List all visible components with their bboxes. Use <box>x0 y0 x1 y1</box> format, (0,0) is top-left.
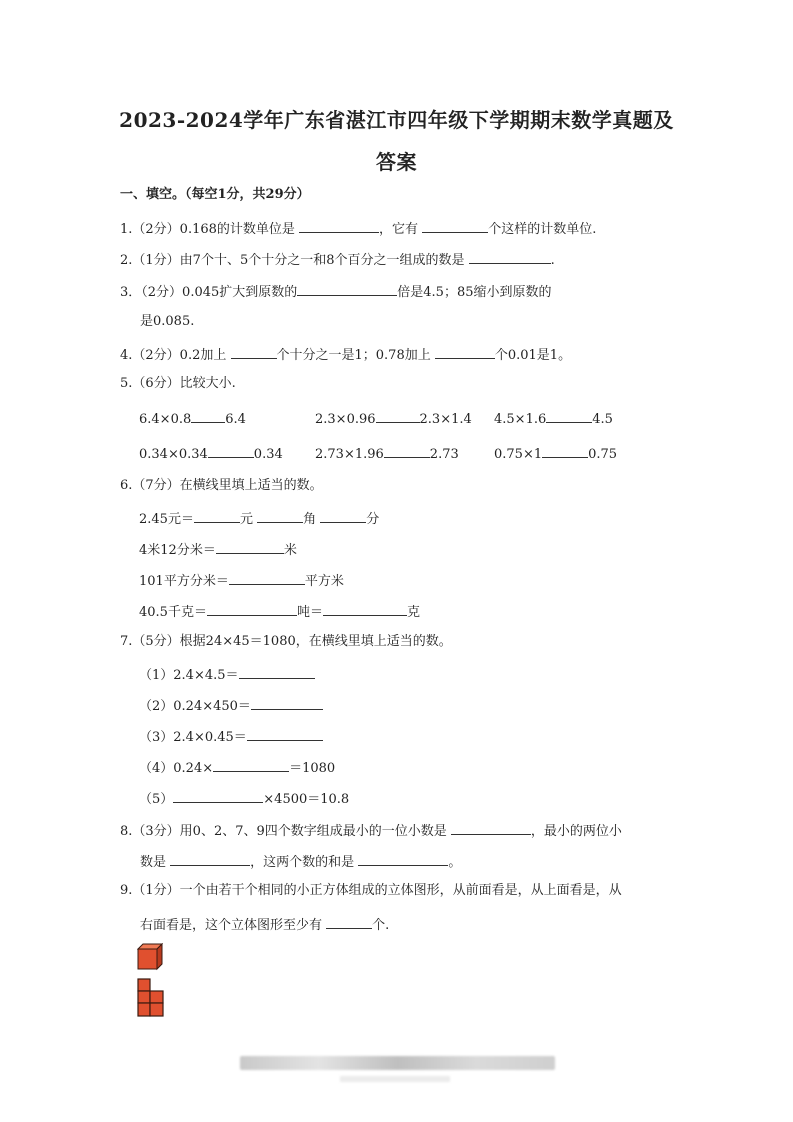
blurred-footer-watermark-small <box>340 1076 450 1082</box>
q9-blank[interactable] <box>326 914 372 929</box>
q8-text-e: 。 <box>448 855 462 870</box>
q7-s3-text: （3）2.4×0.45＝ <box>139 730 247 745</box>
q8-text-b: ，最小的两位小 <box>530 824 622 839</box>
section-heading: 一、填空。（每空1分，共29分） <box>120 187 310 202</box>
q5-row-2 <box>139 443 283 464</box>
doc-title-line1: 2023-2024学年广东省湛江市四年级下学期期末数学真题及 <box>119 108 674 132</box>
q8-text-d: ，这两个数的和是 <box>250 855 355 870</box>
single-cube-figure <box>137 943 163 971</box>
question-2 <box>120 249 555 270</box>
q7-s1-blank[interactable] <box>239 664 315 679</box>
q8-continuation <box>140 851 461 872</box>
q5-row-2b <box>315 443 459 464</box>
q7-sub-3 <box>139 726 323 747</box>
q5-r2-blank-2[interactable] <box>384 443 430 458</box>
square-mid-left <box>138 991 150 1003</box>
question-8 <box>120 820 622 841</box>
square-top-left <box>138 979 150 991</box>
q6-l3-blank[interactable] <box>229 570 305 585</box>
question-5: 5.（6分）比较大小. <box>120 376 236 391</box>
question-9: 9.（1分）一个由若干个相同的小正方体组成的立体图形，从前面看是，从上面看是，从 <box>120 883 622 898</box>
q8-blank-3[interactable] <box>358 851 448 866</box>
q5-r2-expr-1: 0.34×0.34 <box>139 447 208 462</box>
q6-l2-blank[interactable] <box>216 539 284 554</box>
q4-blank-1[interactable] <box>231 344 277 359</box>
q6-line-2 <box>139 539 297 560</box>
q7-sub-1 <box>139 664 315 685</box>
q2-blank[interactable] <box>469 249 551 264</box>
q5-r1-blank-1[interactable] <box>191 408 225 423</box>
q5-r2-rhs-3: 0.75 <box>588 447 618 462</box>
q6-l4-blank-1[interactable] <box>207 601 297 616</box>
q5-r1-blank-2[interactable] <box>376 408 420 423</box>
q5-row-1c <box>494 408 613 429</box>
q5-r2-rhs-2: 2.73 <box>429 447 459 462</box>
doc-title-line2: 答案 <box>376 150 417 174</box>
q5-r2-expr-2: 2.73×1.96 <box>315 447 384 462</box>
question-7: 7.（5分）根据24×45＝1080，在横线里填上适当的数。 <box>120 634 452 649</box>
question-3 <box>120 281 551 302</box>
q6-l1-blank-3[interactable] <box>320 508 366 523</box>
q5-r1-rhs-2: 2.3×1.4 <box>419 412 472 427</box>
q6-line-3 <box>139 570 344 591</box>
q6-l3-text-1: 101平方分米＝ <box>139 574 229 589</box>
q6-l1-text-1: 2.45元＝ <box>139 512 194 527</box>
q8-blank-1[interactable] <box>451 820 531 835</box>
q6-line-1 <box>139 508 379 529</box>
q8-blank-2[interactable] <box>170 851 250 866</box>
q7-s4-text-a: （4）0.24× <box>139 761 214 776</box>
question-1 <box>120 218 596 239</box>
q6-l4-text-1: 40.5千克＝ <box>139 605 207 620</box>
cube-side-face <box>157 944 162 969</box>
q5-r1-rhs-1: 6.4 <box>225 412 246 427</box>
q7-s4-blank[interactable] <box>213 757 289 772</box>
q5-row-1b <box>315 408 472 429</box>
q5-r2-blank-3[interactable] <box>542 443 588 458</box>
q2-text-b: . <box>550 253 555 268</box>
q3-text-b: 倍是4.5；85缩小到原数的 <box>397 285 552 300</box>
q7-s2-blank[interactable] <box>251 695 323 710</box>
q5-r2-rhs-1: 0.34 <box>253 447 283 462</box>
q6-l3-text-2: 平方米 <box>304 574 344 589</box>
q5-r2-expr-3: 0.75×1 <box>494 447 543 462</box>
stacked-squares-figure <box>137 978 165 1018</box>
q1-text-a: 1.（2分）0.168的计数单位是 <box>120 222 295 237</box>
q4-text-c: 个0.01是1。 <box>494 348 572 363</box>
q6-l2-text-2: 米 <box>283 543 297 558</box>
question-6: 6.（7分）在横线里填上适当的数。 <box>120 478 323 493</box>
q3-blank-1[interactable] <box>297 281 397 296</box>
q6-l1-text-4: 分 <box>366 512 380 527</box>
q4-text-a: 4.（2分）0.2加上 <box>120 348 227 363</box>
cube-front-face <box>138 949 157 969</box>
q7-sub-2 <box>139 695 323 716</box>
q6-l4-blank-2[interactable] <box>323 601 407 616</box>
question-4 <box>120 344 571 365</box>
blurred-footer-watermark <box>240 1056 555 1070</box>
q7-s4-text-b: ＝1080 <box>289 761 336 776</box>
q7-s5-text-a: （5） <box>139 792 174 807</box>
q7-s1-text: （1）2.4×4.5＝ <box>139 668 239 683</box>
q5-r1-blank-3[interactable] <box>546 408 592 423</box>
q3-text-a: 3．（2分）0.045扩大到原数的 <box>120 285 298 300</box>
q7-sub-4 <box>139 757 335 778</box>
q1-text-c: 个这样的计数单位. <box>488 222 597 237</box>
q1-text-b: ，它有 <box>379 222 419 237</box>
q9-text-b: 右面看是，这个立体图形至少有 <box>140 918 323 933</box>
q4-text-b: 个十分之一是1；0.78加上 <box>276 348 431 363</box>
q5-r1-expr-3: 4.5×1.6 <box>494 412 547 427</box>
q6-l1-text-3: 角 <box>303 512 317 527</box>
q6-line-4 <box>139 601 420 622</box>
q6-l4-text-3: 克 <box>406 605 420 620</box>
q6-l1-blank-1[interactable] <box>194 508 240 523</box>
q5-r1-rhs-3: 4.5 <box>592 412 613 427</box>
q7-s5-text-b: ×4500＝10.8 <box>263 792 350 807</box>
q3-continuation: 是0.085. <box>140 314 195 329</box>
q6-l1-blank-2[interactable] <box>257 508 303 523</box>
q5-r2-blank-1[interactable] <box>208 443 254 458</box>
q2-text-a: 2.（1分）由7个十、5个十分之一和8个百分之一组成的数是 <box>120 253 465 268</box>
q6-l2-text-1: 4米12分米＝ <box>139 543 216 558</box>
square-bottom-right <box>150 1003 163 1016</box>
q5-r1-expr-2: 2.3×0.96 <box>315 412 376 427</box>
square-bottom-left <box>138 1003 150 1016</box>
q5-row-1 <box>139 408 246 429</box>
q7-sub-5 <box>139 788 349 809</box>
q5-row-2c <box>494 443 617 464</box>
q1-blank-1[interactable] <box>299 218 379 233</box>
q9-continuation <box>140 914 389 935</box>
q9-text-c: 个. <box>372 918 390 933</box>
q4-blank-2[interactable] <box>435 344 495 359</box>
q8-text-c: 数是 <box>140 855 167 870</box>
q6-l1-text-2: 元 <box>239 512 253 527</box>
square-mid-right <box>150 991 163 1003</box>
q8-text-a: 8.（3分）用0、2、7、9四个数字组成最小的一位小数是 <box>120 824 447 839</box>
q5-r1-expr-1: 6.4×0.8 <box>139 412 192 427</box>
q7-s3-blank[interactable] <box>247 726 323 741</box>
q7-s5-blank[interactable] <box>173 788 263 803</box>
q6-l4-text-2: 吨＝ <box>296 605 323 620</box>
q7-s2-text: （2）0.24×450＝ <box>139 699 251 714</box>
q1-blank-2[interactable] <box>422 218 488 233</box>
